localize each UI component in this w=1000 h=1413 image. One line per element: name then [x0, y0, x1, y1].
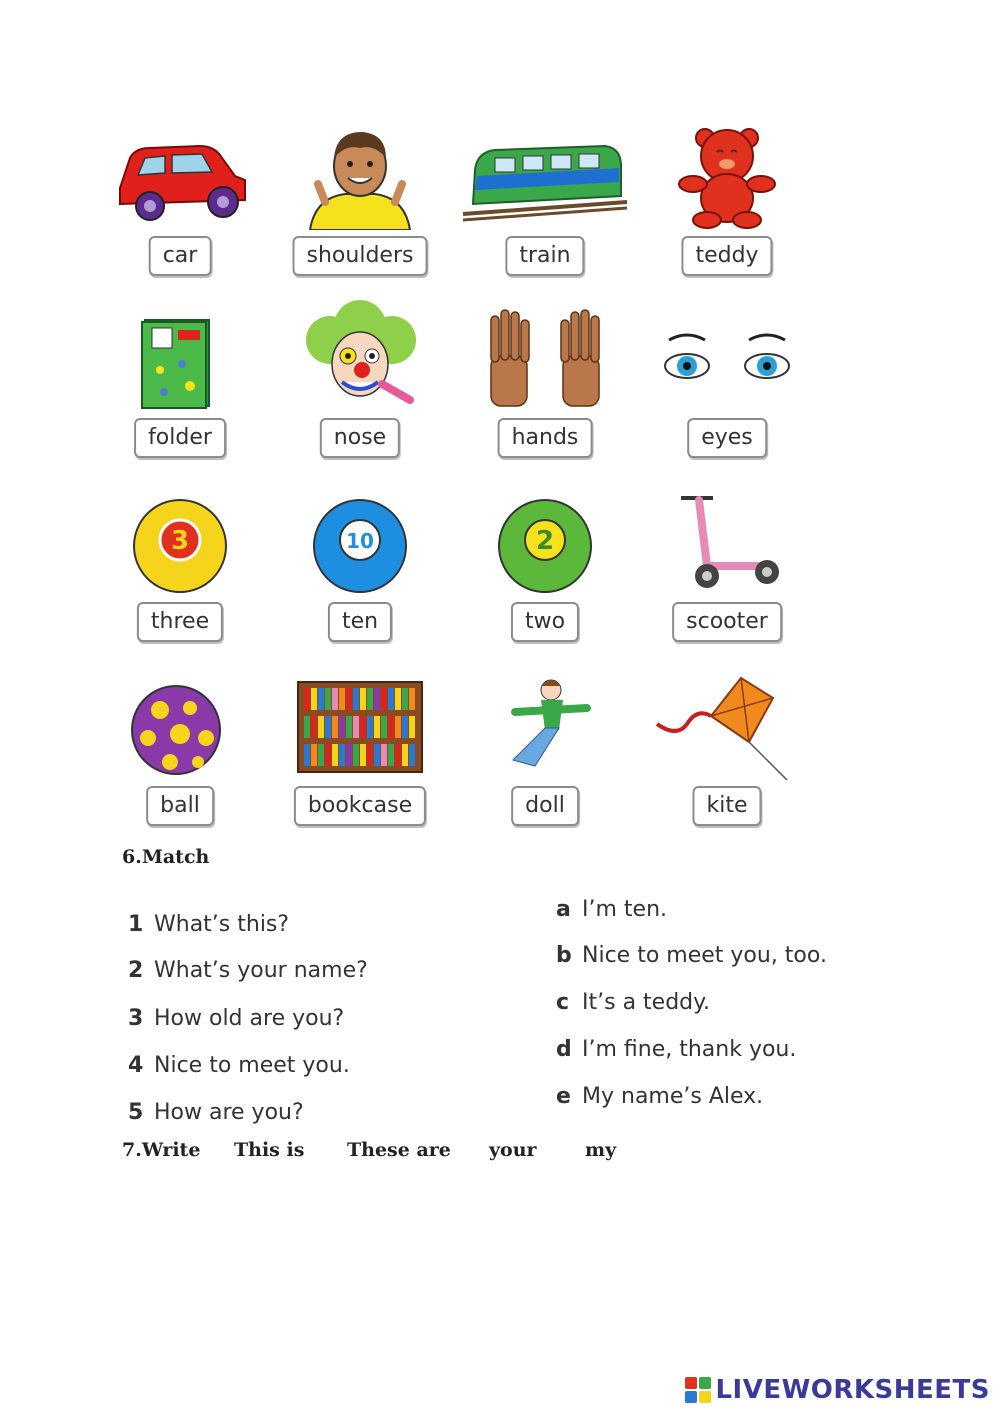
question-number: 1: [128, 912, 144, 937]
hands-picture: [455, 300, 635, 412]
match-question: [128, 1006, 344, 1031]
word-label: eyes: [687, 418, 767, 458]
vocab-card-kite: [637, 668, 817, 828]
vocab-card-doll: [455, 668, 635, 828]
word-label: nose: [320, 418, 400, 458]
vocab-card-teddy: [637, 118, 817, 278]
match-answer: [556, 943, 827, 968]
answer-text: I’m ten.: [582, 897, 668, 922]
vocab-card-bookcase: [270, 668, 450, 828]
match-question: [128, 912, 289, 937]
question-number: 3: [128, 1006, 144, 1031]
ball-ten-picture: [270, 484, 450, 596]
word-label: three: [137, 602, 223, 642]
vocab-card-car: [90, 118, 270, 278]
ball-number: 3: [170, 526, 190, 556]
match-question: [128, 1053, 350, 1078]
question-text: Nice to meet you.: [154, 1053, 350, 1078]
write-option: These are: [347, 1139, 451, 1161]
match-answer: [556, 897, 667, 922]
shoulders-picture: [270, 118, 450, 230]
word-label: car: [149, 236, 212, 276]
word-label: ball: [146, 786, 214, 826]
train-picture: [455, 118, 635, 230]
question-text: What’s your name?: [154, 958, 368, 983]
match-answer: [556, 990, 710, 1015]
question-number: 4: [128, 1053, 144, 1078]
vocab-card-two: [455, 484, 635, 644]
vocab-card-three: [90, 484, 270, 644]
kite-picture: [637, 668, 817, 780]
vocab-card-nose: [270, 300, 450, 460]
ball-number: 2: [535, 526, 555, 556]
word-label: bookcase: [294, 786, 426, 826]
ball-two-picture: [455, 484, 635, 596]
write-option: This is: [234, 1139, 305, 1161]
word-label: scooter: [672, 602, 782, 642]
question-number: 5: [128, 1100, 144, 1125]
vocab-card-folder: [90, 300, 270, 460]
word-label: shoulders: [293, 236, 428, 276]
nose-picture: [270, 300, 450, 412]
eyes-picture: [637, 300, 817, 412]
answer-text: My name’s Alex.: [582, 1084, 764, 1109]
question-number: 2: [128, 958, 144, 983]
folder-picture: [90, 300, 270, 412]
answer-letter: c: [556, 990, 570, 1015]
answer-letter: b: [556, 943, 572, 968]
answer-text: It’s a teddy.: [582, 990, 711, 1015]
word-label: folder: [134, 418, 226, 458]
match-answer: [556, 1084, 763, 1109]
scooter-picture: [637, 484, 817, 596]
liveworksheets-logo-icon: [685, 1377, 711, 1403]
vocab-card-hands: [455, 300, 635, 460]
word-label: ten: [328, 602, 392, 642]
answer-letter: d: [556, 1037, 572, 1062]
vocab-card-eyes: [637, 300, 817, 460]
car-picture: [90, 118, 270, 230]
brand-wordmark: LIVEWORKSHEETS: [715, 1375, 990, 1405]
word-label: teddy: [681, 236, 772, 276]
word-label: kite: [692, 786, 761, 826]
question-text: How are you?: [154, 1100, 304, 1125]
liveworksheets-brand: [685, 1373, 990, 1407]
teddy-picture: [637, 118, 817, 230]
vocab-card-train: [455, 118, 635, 278]
word-label: train: [505, 236, 584, 276]
answer-text: I’m fine, thank you.: [582, 1037, 797, 1062]
match-heading: 6.Match: [122, 846, 210, 868]
word-label: hands: [498, 418, 593, 458]
bookcase-picture: [270, 668, 450, 780]
ball-picture: [90, 668, 270, 780]
write-option: your: [489, 1139, 537, 1161]
vocab-card-ten: [270, 484, 450, 644]
vocab-card-shoulders: [270, 118, 450, 278]
question-text: How old are you?: [154, 1006, 345, 1031]
word-label: two: [511, 602, 579, 642]
write-option: my: [585, 1139, 617, 1161]
word-label: doll: [511, 786, 579, 826]
question-text: What’s this?: [154, 912, 290, 937]
ball-number: 10: [346, 529, 374, 553]
ball-three-picture: [90, 484, 270, 596]
doll-picture: [455, 668, 635, 780]
match-question: [128, 958, 368, 983]
answer-letter: e: [556, 1084, 571, 1109]
vocab-card-scooter: [637, 484, 817, 644]
match-answer: [556, 1037, 796, 1062]
answer-text: Nice to meet you, too.: [582, 943, 827, 968]
match-question: [128, 1100, 304, 1125]
answer-letter: a: [556, 897, 571, 922]
vocab-card-ball: [90, 668, 270, 828]
write-heading: 7.Write: [122, 1139, 201, 1161]
